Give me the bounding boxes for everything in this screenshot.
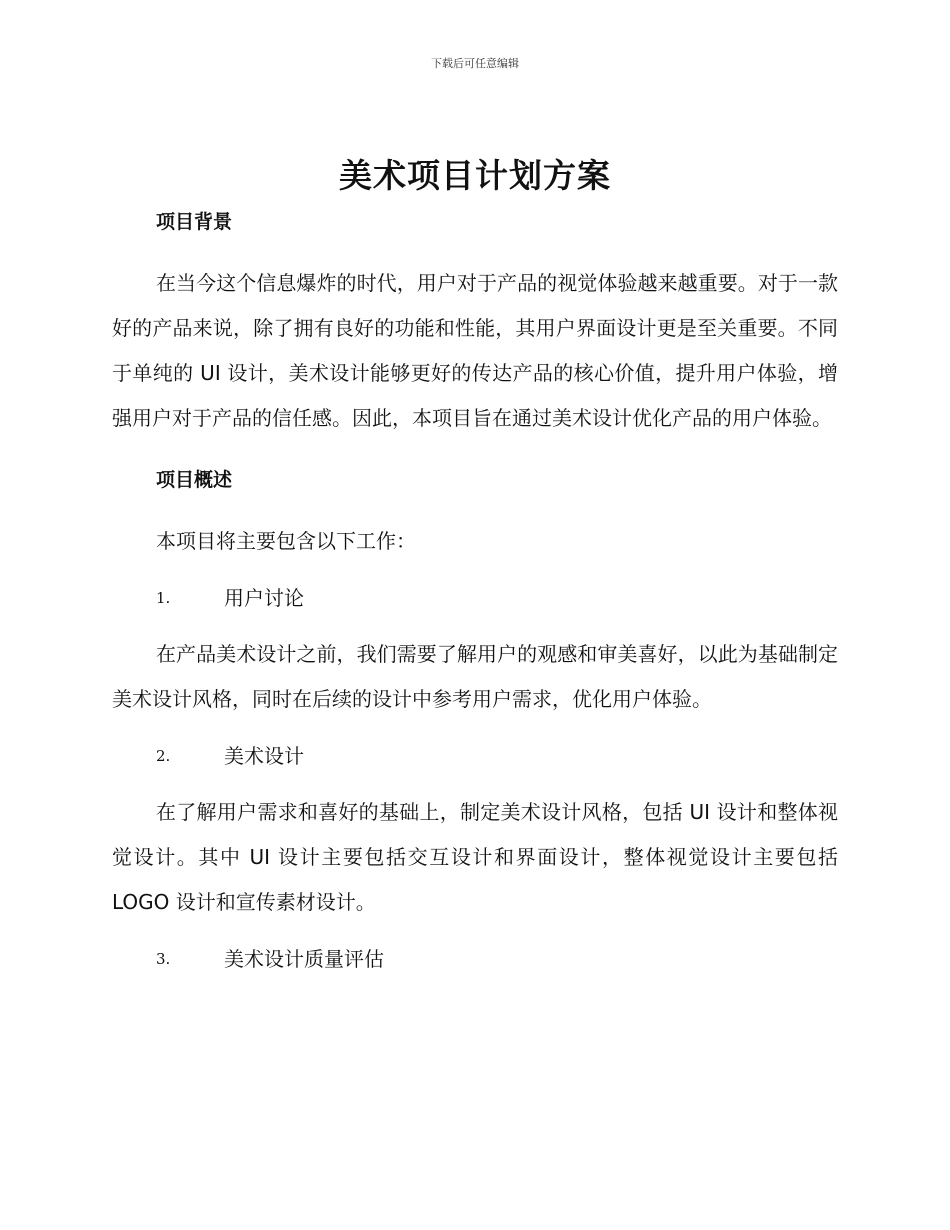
- list-item-1-paragraph: 在产品美术设计之前，我们需要了解用户的观感和审美喜好，以此为基础制定美术设计风格，同时在后续的设计中参考用户需求，优化用户体验。: [112, 642, 838, 711]
- section-heading-background: 项目背景: [156, 211, 233, 233]
- page-title: 美术项目计划方案: [339, 156, 611, 195]
- background-paragraph: 在当今这个信息爆炸的时代，用户对于产品的视觉体验越来越重要。对于一款好的产品来说，除了拥有良好的功能和性能，其用户界面设计更是至关重要。不同于单纯的 UI 设计，美术设计能够更好的传达产品的核心价值，提升用户体验，增强用户对于产品的信任感。因此，本项目旨在通过美术设计优化产品的用户体验。: [112, 271, 838, 430]
- document-body: [112, 205, 838, 981]
- list-item-2-heading: [112, 734, 838, 778]
- list-item-2-paragraph: 在了解用户需求和喜好的基础上，制定美术设计风格，包括 UI 设计和整体视觉设计。其中 UI 设计主要包括交互设计和界面设计，整体视觉设计主要包括 LOGO 设计和宣传素材设计。: [112, 800, 838, 914]
- list-item-title: 美术设计: [224, 744, 304, 768]
- overview-intro: 本项目将主要包含以下工作：: [156, 529, 416, 553]
- list-item-title: 美术设计质量评估: [224, 947, 384, 971]
- section-heading-overview: 项目概述: [156, 469, 233, 491]
- list-item-title: 用户讨论: [224, 586, 304, 610]
- list-item-number: 2.: [156, 747, 171, 765]
- list-item-3-heading: [112, 937, 838, 981]
- header-note: 下载后可任意编辑: [431, 57, 519, 70]
- list-item-1-heading: [112, 576, 838, 620]
- list-item-number: 3.: [156, 950, 171, 968]
- list-item-number: 1.: [156, 589, 171, 607]
